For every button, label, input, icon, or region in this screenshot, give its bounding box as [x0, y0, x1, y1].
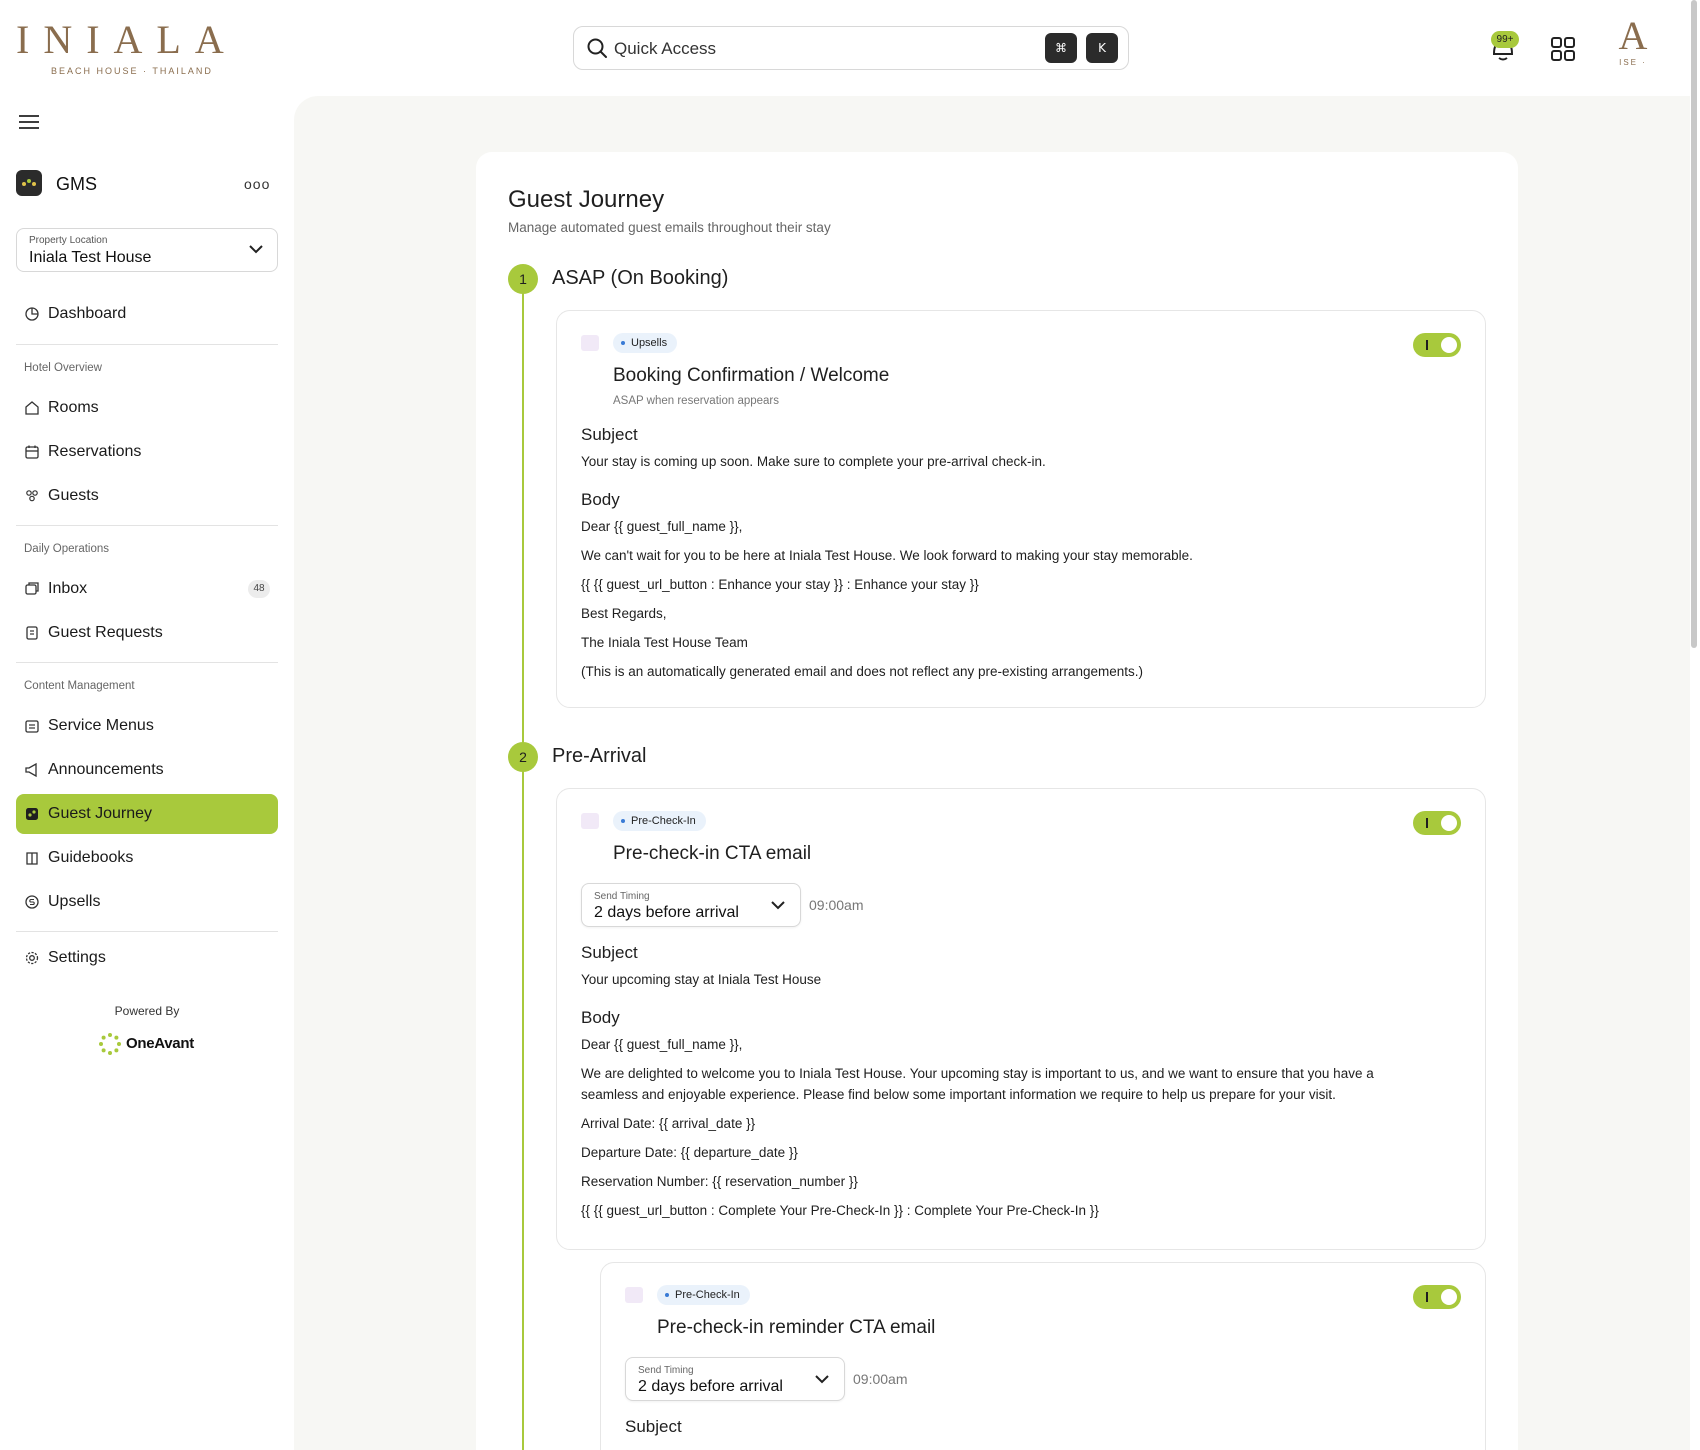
logo-wordmark: INIALA [16, 17, 238, 62]
enable-toggle[interactable] [1413, 333, 1461, 357]
home-icon [24, 400, 40, 416]
sidebar-item-label: Service Menus [48, 717, 154, 734]
calendar-icon [24, 444, 40, 460]
oneavant-wordmark: OneAvant [126, 1035, 194, 1052]
brand-avatar[interactable] [1606, 14, 1660, 74]
send-timing-value: 2 days before arrival [594, 904, 739, 921]
category-tag: Upsells [613, 333, 677, 353]
body-line: Reservation Number: {{ reservation_number }} [581, 1174, 858, 1189]
dollar-coin-icon [24, 894, 40, 910]
iniala-logo[interactable] [16, 17, 238, 76]
megaphone-icon [24, 762, 40, 778]
body-line: We can't wait for you to be here at Iniala Test House. We look forward to making your stay memorable. [581, 548, 1193, 563]
top-bar [0, 0, 1700, 96]
property-location-value: Iniala Test House [29, 249, 152, 266]
send-timing-label: Send Timing [638, 1365, 694, 1376]
step-title: ASAP (On Booking) [552, 267, 729, 289]
journey-icon [24, 806, 40, 822]
clipboard-icon [24, 625, 40, 641]
sidebar-item-guidebooks[interactable] [16, 838, 278, 878]
oneavant-logo [98, 1032, 218, 1058]
gear-icon [24, 950, 40, 966]
category-tag: Pre-Check-In [613, 811, 706, 831]
body-line: We are delighted to welcome you to Iniala Test House. Your upcoming stay is important to us, and we want to ensure that you have a [581, 1066, 1374, 1081]
subject-label: Subject [581, 425, 638, 444]
sidebar-item-dashboard[interactable] [16, 294, 278, 334]
body-line: Best Regards, [581, 606, 667, 621]
section-label-daily-operations: Daily Operations [24, 543, 110, 555]
mail-icon [625, 1287, 643, 1303]
sidebar-item-rooms[interactable] [16, 388, 278, 428]
sidebar-item-label: Reservations [48, 443, 142, 460]
body-line: Arrival Date: {{ arrival_date }} [581, 1116, 756, 1131]
send-timing-value: 2 days before arrival [638, 1378, 783, 1395]
app-name: GMS [56, 174, 98, 194]
sidebar-divider [16, 662, 278, 663]
body-label: Body [581, 1008, 620, 1027]
body-line: Departure Date: {{ departure_date }} [581, 1145, 798, 1160]
chevron-down-icon [814, 1373, 830, 1385]
search-icon [586, 37, 608, 59]
subject-label: Subject [581, 943, 638, 962]
sidebar-item-guest-requests[interactable] [16, 613, 278, 653]
pie-chart-icon [24, 306, 40, 322]
sidebar-divider [16, 344, 278, 345]
grid-icon[interactable] [1550, 36, 1576, 62]
shortcut-key-k: K [1086, 33, 1118, 63]
send-timing-label: Send Timing [594, 891, 650, 902]
guest-journey-panel [476, 152, 1518, 1450]
users-icon [24, 488, 40, 504]
send-time[interactable]: 09:00am [853, 1371, 908, 1387]
sidebar-item-settings[interactable] [16, 938, 278, 978]
sidebar-item-announcements[interactable] [16, 750, 278, 790]
email-card [556, 310, 1486, 708]
property-location-label: Property Location [29, 235, 108, 246]
menu-icon[interactable] [18, 114, 40, 130]
inbox-icon [24, 581, 40, 597]
section-label-content-management: Content Management [24, 680, 135, 692]
sidebar-divider [16, 931, 278, 932]
body-line: Dear {{ guest_full_name }}, [581, 1037, 743, 1052]
notification-badge: 99+ [1491, 31, 1519, 48]
scrollbar-thumb[interactable] [1691, 0, 1697, 648]
body-line: {{ {{ guest_url_button : Enhance your stay }} : Enhance your stay }} [581, 577, 979, 592]
more-options-icon[interactable]: ooo [244, 176, 271, 192]
inbox-count-badge: 48 [248, 580, 270, 598]
sidebar-item-label: Inbox [48, 580, 88, 597]
sidebar-item-reservations[interactable] [16, 432, 278, 472]
body-line: {{ {{ guest_url_button : Complete Your Pre-Check-In }} : Complete Your Pre-Check-In }} [581, 1203, 1099, 1218]
sidebar-divider [16, 525, 278, 526]
sidebar-item-inbox[interactable] [16, 569, 278, 609]
sidebar-item-guest-journey[interactable] [16, 794, 278, 834]
step-title: Pre-Arrival [552, 745, 647, 767]
sidebar [0, 96, 294, 1450]
mail-icon [581, 813, 599, 829]
enable-toggle[interactable] [1413, 1285, 1461, 1309]
sidebar-item-label: Guest Requests [48, 624, 163, 641]
sidebar-item-label: Guests [48, 487, 99, 504]
sidebar-item-label: Guidebooks [48, 849, 134, 866]
search-placeholder: Quick Access [614, 39, 717, 58]
timeline-line [522, 282, 524, 1450]
category-tag: Pre-Check-In [657, 1285, 750, 1305]
powered-by-label: Powered By [114, 1004, 180, 1018]
send-timing-select[interactable] [625, 1357, 845, 1401]
send-timing-select[interactable] [581, 883, 801, 927]
step-number: 2 [508, 742, 538, 772]
sidebar-item-guests[interactable] [16, 476, 278, 516]
email-title: Pre-check-in CTA email [613, 843, 812, 864]
step-number: 1 [508, 264, 538, 294]
sidebar-item-upsells[interactable] [16, 882, 278, 922]
gms-logo-icon [16, 170, 42, 196]
email-card [600, 1262, 1486, 1450]
mail-icon [581, 335, 599, 351]
logo-subtitle: BEACH HOUSE · THAILAND [51, 66, 213, 76]
section-label-hotel-overview: Hotel Overview [24, 362, 102, 374]
book-icon [24, 850, 40, 866]
sidebar-item-label: Announcements [48, 761, 164, 778]
email-card [556, 788, 1486, 1250]
send-time[interactable]: 09:00am [809, 897, 864, 913]
menu-book-icon [24, 718, 40, 734]
page-title: Guest Journey [508, 186, 665, 213]
email-send-when: ASAP when reservation appears [613, 395, 779, 407]
sidebar-item-label: Guest Journey [48, 805, 153, 822]
oneavant-burst-icon [98, 1032, 122, 1056]
brand-mark-sub: ISE · [1619, 58, 1647, 67]
body-label: Body [581, 490, 620, 509]
quick-access-search[interactable] [573, 26, 1129, 70]
sidebar-item-label: Dashboard [48, 305, 127, 322]
sidebar-item-label: Settings [48, 949, 106, 966]
app-switcher[interactable] [16, 170, 278, 204]
email-title: Booking Confirmation / Welcome [613, 365, 890, 386]
chevron-down-icon [770, 899, 786, 911]
subject-text: Your stay is coming up soon. Make sure to complete your pre-arrival check-in. [581, 454, 1046, 469]
email-title: Pre-check-in reminder CTA email [657, 1317, 936, 1338]
enable-toggle[interactable] [1413, 811, 1461, 835]
sidebar-item-label: Upsells [48, 893, 101, 910]
brand-mark-letter: A [1618, 13, 1648, 58]
subject-label: Subject [625, 1417, 682, 1436]
body-line: seamless and enjoyable experience. Please find below some important information we require to help us prepare for your visit. [581, 1087, 1336, 1102]
chevron-down-icon [248, 243, 264, 255]
body-line: Dear {{ guest_full_name }}, [581, 519, 743, 534]
property-location-select[interactable] [16, 228, 278, 272]
page-subtitle: Manage automated guest emails throughout their stay [508, 220, 831, 235]
body-line: The Iniala Test House Team [581, 635, 748, 650]
sidebar-item-label: Rooms [48, 399, 99, 416]
subject-text: Your upcoming stay at Iniala Test House [581, 972, 822, 987]
shortcut-key-cmd: ⌘ [1045, 33, 1077, 63]
body-line: (This is an automatically generated email and does not reflect any pre-existing arrangements.) [581, 664, 1144, 679]
sidebar-item-service-menus[interactable] [16, 706, 278, 746]
